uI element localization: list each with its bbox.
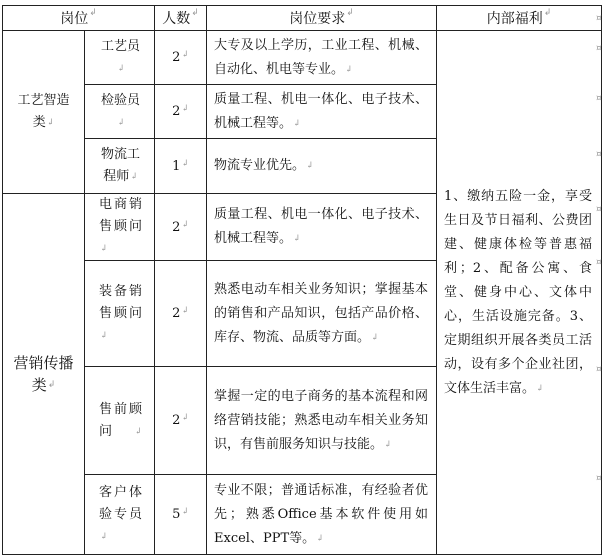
position-cell: 售前顾问↲ xyxy=(85,367,155,475)
count-cell: 2↲ xyxy=(155,261,207,367)
header-position: 岗位↲ xyxy=(3,6,155,31)
requirement-cell: 物流专业优先。↲ xyxy=(207,139,437,194)
cell-end-mark: ¤ xyxy=(596,94,602,104)
requirement-cell: 大专及以上学历，工业工程、机械、自动化、机电等专业。↲ xyxy=(207,31,437,85)
count-cell: 2↲ xyxy=(155,367,207,475)
category-cell: 工艺智造类↲ xyxy=(3,31,85,194)
count-cell: 2↲ xyxy=(155,31,207,85)
cell-end-mark: ¤ xyxy=(596,365,602,375)
category-cell: 营销传播类↲ xyxy=(3,194,85,555)
position-cell: 工艺员↲ xyxy=(85,31,155,85)
benefits-cell: 1、缴纳五险一金，享受生日及节日福利、公费团建、健康体检等普惠福利；2、配备公寓、食堂、健身中心、文体中心，生活设施完备。3、定期组织开展各类员工活动，设有多个企业社团，文体生活丰富。↲ xyxy=(437,31,602,555)
count-cell: 2↲ xyxy=(155,194,207,261)
requirement-cell: 掌握一定的电子商务的基本流程和网络营销技能；熟悉电动车相关业务知识，有售前服务知识与技能。↲ xyxy=(207,367,437,475)
count-cell: 2↲ xyxy=(155,85,207,139)
requirement-cell: 质量工程、机电一体化、电子技术、机械工程等。↲ xyxy=(207,194,437,261)
count-cell: 1↲ xyxy=(155,139,207,194)
cell-end-mark: ¤ xyxy=(596,150,602,160)
cell-end-mark: ¤ xyxy=(596,258,602,268)
table-header-row xyxy=(3,6,602,31)
header-benefits: 内部福利↲ xyxy=(437,6,602,31)
position-cell: 电商销售顾问↲ xyxy=(85,194,155,261)
cell-end-mark: ¤ xyxy=(596,474,602,484)
cell-end-mark: ¤ xyxy=(596,205,602,215)
cell-end-mark: ¤ xyxy=(596,44,602,54)
header-count: 人数↲ xyxy=(155,6,207,31)
header-requirement: 岗位要求↲ xyxy=(207,6,437,31)
requirement-cell: 质量工程、机电一体化、电子技术、机械工程等。↲ xyxy=(207,85,437,139)
position-cell: 客户体验专员↲ xyxy=(85,475,155,555)
requirement-cell: 熟悉电动车相关业务知识；掌握基本的销售和产品知识，包括产品价格、库存、物流、品质等方面。↲ xyxy=(207,261,437,367)
position-cell: 装备销售顾问↲ xyxy=(85,261,155,367)
position-cell: 物流工程师↲ xyxy=(85,139,155,194)
table-row xyxy=(3,31,602,85)
cell-end-mark: ¤ xyxy=(596,14,602,24)
recruitment-table xyxy=(2,5,602,555)
count-cell: 5↲ xyxy=(155,475,207,555)
position-cell: 检验员↲ xyxy=(85,85,155,139)
requirement-cell: 专业不限；普通话标准，有经验者优先；熟悉Office基本软件使用如Excel、PPT等。↲ xyxy=(207,475,437,555)
